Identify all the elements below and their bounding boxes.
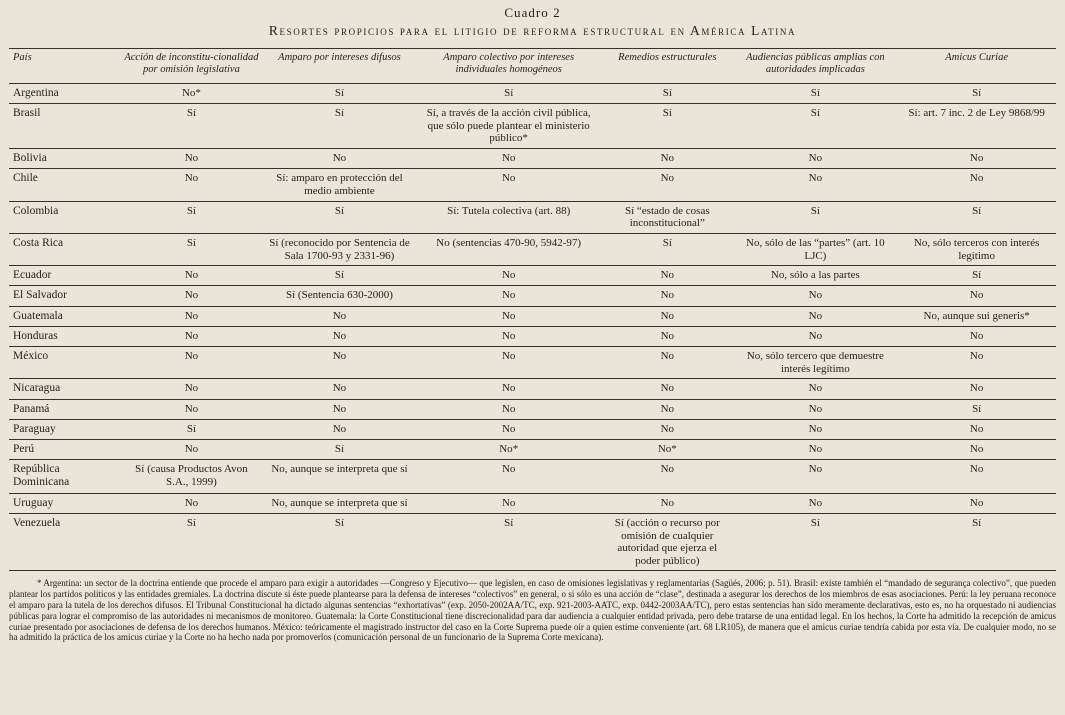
value-cell: No (416, 379, 601, 399)
value-cell: No (416, 306, 601, 326)
value-cell: No (263, 399, 416, 419)
value-cell: No (120, 493, 263, 513)
value-cell: No (416, 493, 601, 513)
value-cell: No* (601, 439, 733, 459)
table-row (9, 83, 1056, 103)
value-cell: No (120, 306, 263, 326)
value-cell: No (897, 439, 1056, 459)
table-row (9, 306, 1056, 326)
country-cell: Panamá (9, 399, 120, 419)
value-cell: Sí (reconocido por Sentencia de Sala 1700-93 y 2331-96) (263, 233, 416, 265)
column-header: Amicus Curiae (897, 48, 1056, 83)
value-cell: No, sólo terceros con interés legítimo (897, 233, 1056, 265)
value-cell: No (897, 286, 1056, 306)
country-cell: México (9, 347, 120, 379)
value-cell: Sí (416, 83, 601, 103)
value-cell: Sí (897, 201, 1056, 233)
value-cell: Sí (897, 83, 1056, 103)
value-cell: No (120, 379, 263, 399)
value-cell: No (601, 306, 733, 326)
value-cell: Sí (120, 201, 263, 233)
country-cell: Chile (9, 169, 120, 201)
value-cell: No (897, 379, 1056, 399)
value-cell: No (263, 306, 416, 326)
table-row (9, 149, 1056, 169)
value-cell: Sí (263, 201, 416, 233)
value-cell: No, aunque se interpreta que sí (263, 493, 416, 513)
value-cell: No (263, 149, 416, 169)
table-row (9, 326, 1056, 346)
value-cell: No (416, 399, 601, 419)
value-cell: No (416, 419, 601, 439)
value-cell: No (120, 439, 263, 459)
value-cell: No (601, 326, 733, 346)
country-cell: Colombia (9, 201, 120, 233)
value-cell: No (120, 266, 263, 286)
value-cell: No (416, 326, 601, 346)
value-cell: No (601, 169, 733, 201)
country-cell: Honduras (9, 326, 120, 346)
value-cell: No (601, 266, 733, 286)
value-cell: No (601, 347, 733, 379)
table-title: Resortes propicios para el litigio de reforma estructural en América Latina (268, 22, 797, 38)
table-row (9, 513, 1056, 571)
value-cell: No (120, 169, 263, 201)
value-cell: No (263, 326, 416, 346)
table-row (9, 169, 1056, 201)
value-cell: No (897, 347, 1056, 379)
value-cell: No, aunque se interpreta que sí (263, 460, 416, 493)
value-cell: Sí (120, 104, 263, 149)
value-cell: Sí (acción o recurso por omisión de cualquier autoridad que ejerza el poder público) (601, 513, 733, 571)
value-cell: Sí (263, 83, 416, 103)
value-cell: No (263, 379, 416, 399)
country-cell: Argentina (9, 83, 120, 103)
value-cell: No (733, 493, 897, 513)
table-row (9, 399, 1056, 419)
country-cell: Paraguay (9, 419, 120, 439)
value-cell: No (263, 419, 416, 439)
country-cell: Brasil (9, 104, 120, 149)
value-cell: Sí (263, 439, 416, 459)
value-cell: No (416, 347, 601, 379)
value-cell: Sí, a través de la acción civil pública, que sólo puede plantear el ministerio público* (416, 104, 601, 149)
table-row (9, 347, 1056, 379)
value-cell: No (416, 169, 601, 201)
country-cell: Costa Rica (9, 233, 120, 265)
value-cell: No (601, 419, 733, 439)
country-cell: Perú (9, 439, 120, 459)
value-cell: Sí (601, 83, 733, 103)
table-row (9, 104, 1056, 149)
value-cell: Sí (897, 266, 1056, 286)
country-cell: Ecuador (9, 266, 120, 286)
table-row (9, 460, 1056, 493)
resortes-table (9, 48, 1056, 572)
value-cell: Sí “estado de cosas inconstitucional” (601, 201, 733, 233)
value-cell: Sí (733, 83, 897, 103)
value-cell: Sí (263, 513, 416, 571)
value-cell: Sí: art. 7 inc. 2 de Ley 9868/99 (897, 104, 1056, 149)
country-cell: Uruguay (9, 493, 120, 513)
column-header: Audiencias públicas amplias con autoridades implicadas (733, 48, 897, 83)
value-cell: No (120, 286, 263, 306)
value-cell: No (733, 439, 897, 459)
table-header-row (9, 48, 1056, 83)
value-cell: Sí (601, 233, 733, 265)
value-cell: No (416, 266, 601, 286)
value-cell: No (120, 399, 263, 419)
value-cell: No (733, 306, 897, 326)
value-cell: No, sólo tercero que demuestre interés legítimo (733, 347, 897, 379)
value-cell: Sí (897, 399, 1056, 419)
table-row (9, 419, 1056, 439)
value-cell: Sí (120, 233, 263, 265)
value-cell: No (120, 149, 263, 169)
country-cell: Bolivia (9, 149, 120, 169)
value-cell: No (263, 347, 416, 379)
value-cell: Sí (120, 513, 263, 571)
value-cell: Sí (601, 104, 733, 149)
table-body (9, 83, 1056, 570)
value-cell: No (601, 286, 733, 306)
value-cell: Sí: amparo en protección del medio ambiente (263, 169, 416, 201)
value-cell: No (601, 149, 733, 169)
value-cell: Sí (120, 419, 263, 439)
value-cell: No (733, 149, 897, 169)
value-cell: No (601, 399, 733, 419)
value-cell: Sí (733, 201, 897, 233)
table-row (9, 379, 1056, 399)
value-cell: No (120, 326, 263, 346)
value-cell: No (601, 493, 733, 513)
value-cell: No, sólo de las “partes” (art. 10 LJC) (733, 233, 897, 265)
value-cell: No* (120, 83, 263, 103)
table-row (9, 493, 1056, 513)
country-cell: Guatemala (9, 306, 120, 326)
country-cell: Venezuela (9, 513, 120, 571)
footnote-text: * Argentina: un sector de la doctrina entiende que procede el amparo para exigir a autoridades —Congreso y Ejecutivo— que legislen, en caso de omisiones legislativas y reglamentarias (Sagüés, 2006; p. 51). Brasil: existe también el “mandado de segurança colectivo”, que pueden plantear los partidos políticos y las entidades gremiales. La doctrina discute si éste puede plantearse para la defensa de intereses “colectivos” en general, o si sólo es una acción de “clase”, destinada a asegurar los derechos de los miembros de esas asociaciones. Perú: la ley peruana reconoce el amparo para la tutela de los derechos difusos. El Tribunal Constitucional ha dictado algunas sentencias “exhortativas” (exp. 2050-2002AA/TC, exp. 921-2003-AATC, exp. 0442-2003AA/TC), pero estas sentencias han sido meramente declarativas, esto es, no ha orquestado ni audiencias públicas para lograr el compromiso de las autoridades ni mecanismos de monitoreo. Guatemala: la Corte Constitucional tiene discrecionalidad para dar audiencia a cualquier entidad privada, pero debe tratarse de una entidad legal. En los hechos, la Corte ha admitido la recepción de amicus curiae presentado por asociaciones de defensa de los derechos humanos. México: teóricamente el magistrado instructor del caso en la Corte Suprema puede oír a quien estime conveniente (art. 68 LR105), de manera que el amicus curiae tendría cabida por esta vía. De cualquier modo, no se ha admitido la práctica de los amicus curiae y la Corte no ha hecho nada por promoverlos (comunicación personal de un funcionario de la Suprema Corte mexicana). (9, 578, 1056, 643)
value-cell: Sí (causa Productos Avon S.A., 1999) (120, 460, 263, 493)
table-row (9, 266, 1056, 286)
value-cell: No (733, 460, 897, 493)
table-row (9, 233, 1056, 265)
value-cell: No (sentencias 470-90, 5942-97) (416, 233, 601, 265)
value-cell: No (416, 460, 601, 493)
value-cell: No (733, 286, 897, 306)
value-cell: No, sólo a las partes (733, 266, 897, 286)
column-header: Remedios estructurales (601, 48, 733, 83)
value-cell: Sí (Sentencia 630-2000) (263, 286, 416, 306)
value-cell: Sí (263, 266, 416, 286)
value-cell: No (897, 149, 1056, 169)
table-row (9, 439, 1056, 459)
table-row (9, 286, 1056, 306)
column-header: Amparo por intereses difusos (263, 48, 416, 83)
country-cell: República Dominicana (9, 460, 120, 493)
value-cell: No (120, 347, 263, 379)
value-cell: Sí: Tutela colectiva (art. 88) (416, 201, 601, 233)
table-caption-number: Cuadro 2 (504, 5, 561, 20)
value-cell: Sí (263, 104, 416, 149)
value-cell: No (601, 460, 733, 493)
value-cell: No (733, 326, 897, 346)
value-cell: Sí (733, 104, 897, 149)
value-cell: No (416, 286, 601, 306)
value-cell: No (416, 149, 601, 169)
value-cell: No (897, 169, 1056, 201)
value-cell: Sí (897, 513, 1056, 571)
value-cell: No (897, 326, 1056, 346)
value-cell: Sí (416, 513, 601, 571)
value-cell: No, aunque sui generis* (897, 306, 1056, 326)
country-cell: El Salvador (9, 286, 120, 306)
value-cell: No (897, 460, 1056, 493)
value-cell: No* (416, 439, 601, 459)
column-header: País (9, 48, 120, 83)
value-cell: No (733, 379, 897, 399)
header-row (9, 48, 1056, 83)
column-header: Acción de inconstitu-cionalidad por omisión legislativa (120, 48, 263, 83)
country-cell: Nicaragua (9, 379, 120, 399)
column-header: Amparo colectivo por intereses individuales homogéneos (416, 48, 601, 83)
value-cell: No (601, 379, 733, 399)
value-cell: No (897, 493, 1056, 513)
value-cell: Sí (733, 513, 897, 571)
value-cell: No (733, 169, 897, 201)
value-cell: No (733, 419, 897, 439)
value-cell: No (897, 419, 1056, 439)
table-row (9, 201, 1056, 233)
value-cell: No (733, 399, 897, 419)
